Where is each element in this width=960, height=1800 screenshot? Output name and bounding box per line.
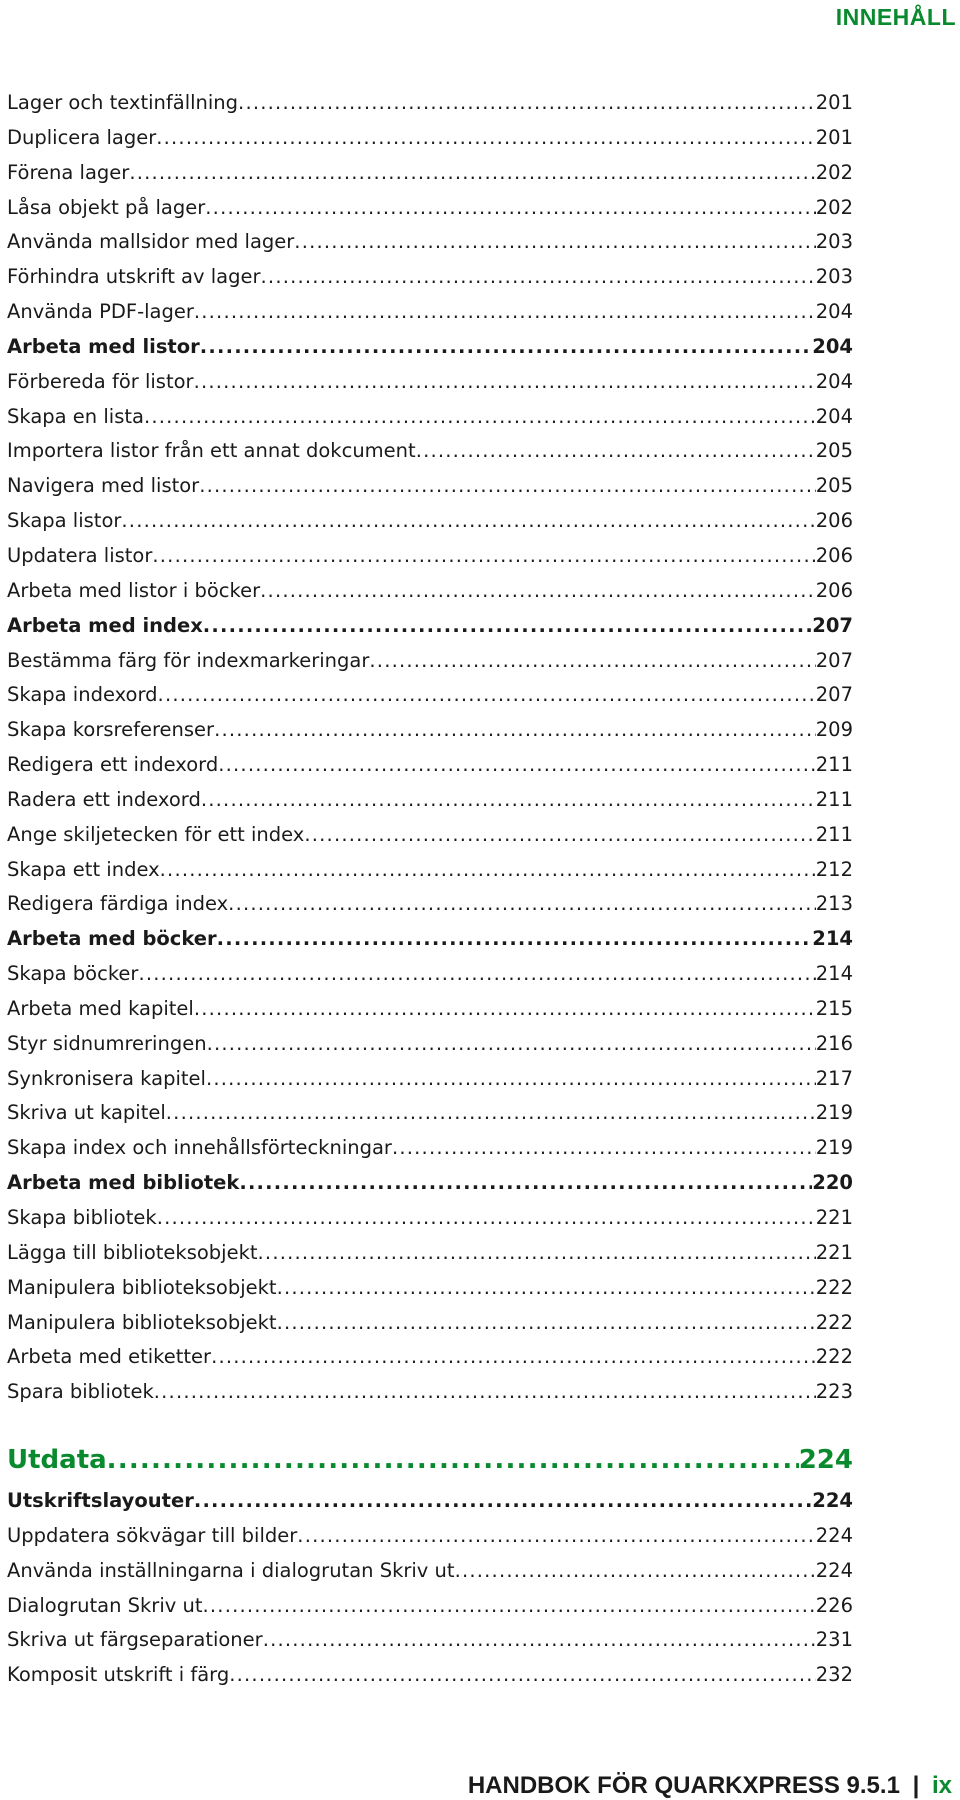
toc-entry-page: 204 [815,404,853,428]
header-title: INNEHÅLL [835,4,956,30]
toc-entry[interactable] [7,574,853,609]
page-footer [468,1772,952,1800]
toc-entry-title: Spara bibliotek [7,1380,154,1404]
toc-entry-page: 202 [815,195,853,219]
toc-entry-page: 204 [815,300,853,324]
toc-entry-page: 224 [815,1523,853,1547]
toc-entry[interactable] [7,1306,853,1341]
toc-leader-dots [129,156,815,191]
toc-entry[interactable] [7,225,853,260]
toc-entry[interactable] [7,957,853,992]
toc-leader-dots [416,434,816,469]
toc-entry-page: 215 [815,996,853,1020]
toc-leader-dots [277,1271,816,1306]
toc-entry-page: 201 [815,91,853,114]
toc-entry-page: 214 [815,962,853,986]
toc-leader-dots [218,748,816,783]
toc-leader-dots [294,225,815,260]
table-of-contents [7,86,853,1693]
toc-entry-page: 207 [815,648,853,672]
toc-entry-page: 217 [815,1066,853,1090]
toc-leader-dots [205,191,815,226]
toc-leader-dots [260,574,816,609]
toc-entry-page: 221 [815,1206,853,1229]
toc-entry-page: 224 [798,1445,853,1476]
toc-entry[interactable] [7,1658,853,1693]
toc-entry-page: 205 [815,474,853,498]
toc-entry-title: Redigera färdiga index [7,892,229,916]
toc-entry[interactable] [7,1519,853,1554]
toc-entry[interactable] [7,295,853,330]
toc-entry-title: Utdata [7,1445,107,1476]
toc-entry-page: 207 [812,613,853,637]
toc-entry-title: Updatera listor [7,543,153,567]
toc-leader-dots [392,1131,816,1166]
toc-entry[interactable] [7,1271,853,1306]
toc-entry-page: 222 [815,1275,853,1299]
toc-entry[interactable] [7,1340,853,1375]
toc-entry[interactable] [7,156,853,191]
toc-leader-dots [217,922,813,957]
toc-section-entry[interactable] [7,1166,853,1201]
toc-entry-page: 204 [815,369,853,393]
toc-leader-dots [194,1484,812,1519]
toc-entry-title: Arbeta med kapitel [7,996,194,1020]
toc-entry-title: Skapa index och innehållsförteckningar [7,1136,392,1160]
toc-entry-page: 209 [815,718,853,742]
toc-entry-page: 231 [815,1628,853,1652]
toc-entry[interactable] [7,1375,853,1410]
toc-entry-title: Duplicera lager [7,125,157,149]
toc-entry[interactable] [7,1131,853,1166]
toc-entry-page: 222 [815,1345,853,1369]
toc-entry[interactable] [7,644,853,679]
toc-entry-title: Skapa böcker [7,962,139,986]
toc-entry[interactable] [7,818,853,853]
toc-leader-dots [369,644,815,679]
toc-entry-page: 232 [815,1663,853,1687]
toc-entry-page: 202 [815,160,853,184]
toc-entry-title: Importera listor från ett annat dokcument [7,439,416,463]
toc-entry-page: 203 [815,265,853,289]
toc-entry-page: 222 [815,1310,853,1334]
toc-entry-title: Synkronisera kapitel [7,1066,206,1090]
toc-entry-page: 224 [812,1489,853,1513]
toc-leader-dots [455,1554,816,1589]
toc-entry-title: Skapa listor [7,509,122,533]
toc-entry-title: Skriva ut färgseparationer [7,1628,263,1652]
toc-entry-page: 203 [815,230,853,254]
toc-leader-dots [157,1201,816,1236]
toc-entry-title: Skapa korsreferenser [7,718,215,742]
toc-entry-title: Manipulera biblioteksobjekt [7,1310,277,1334]
toc-entry-page: 207 [815,683,853,707]
toc-entry-page: 205 [815,439,853,463]
toc-entry-page: 211 [815,753,853,777]
toc-leader-dots [152,539,815,574]
toc-entry[interactable] [7,434,853,469]
footer-separator: | [912,1772,920,1799]
toc-leader-dots [207,1027,816,1062]
toc-entry-page: 219 [815,1101,853,1125]
toc-entry-title: Dialogrutan Skriv ut [7,1593,203,1617]
toc-leader-dots [160,853,816,888]
toc-leader-dots [239,1166,812,1201]
toc-entry-page: 226 [815,1593,853,1617]
toc-entry-page: 204 [812,334,853,358]
toc-entry[interactable] [7,86,853,121]
toc-entry-page: 211 [815,787,853,811]
toc-leader-dots [211,1340,816,1375]
toc-leader-dots [261,260,816,295]
toc-entry-page: 213 [815,892,853,916]
toc-chapter-entry[interactable] [7,1436,853,1484]
toc-entry-page: 214 [812,927,853,951]
toc-section-entry[interactable] [7,609,853,644]
toc-entry-title: Arbeta med listor [7,334,200,358]
toc-entry[interactable] [7,713,853,748]
toc-leader-dots [154,1375,816,1410]
toc-entry[interactable] [7,1623,853,1658]
toc-entry-title: Uppdatera sökvägar till bilder [7,1523,298,1547]
toc-leader-dots [200,330,813,365]
toc-entry-title: Skapa indexord [7,683,158,707]
toc-entry-title: Styr sidnumreringen [7,1031,207,1055]
toc-leader-dots [277,1306,816,1341]
toc-entry[interactable] [7,853,853,888]
toc-leader-dots [229,1658,816,1693]
footer-book-title: HANDBOK FÖR QUARKXPRESS 9.5.1 [467,1772,900,1799]
toc-entry-page: 224 [815,1558,853,1582]
toc-section-entry[interactable] [7,330,853,365]
toc-leader-dots [203,1589,816,1624]
toc-entry-title: Arbeta med etiketter [7,1345,212,1369]
toc-entry[interactable] [7,992,853,1027]
toc-entry-page: 219 [815,1136,853,1160]
toc-section-entry[interactable] [7,922,853,957]
toc-entry-title: Låsa objekt på lager [7,195,206,219]
toc-section-entry[interactable] [7,1484,853,1519]
toc-entry-page: 206 [815,509,853,533]
toc-leader-dots [228,887,816,922]
toc-entry-title: Använda inställningarna i dialogrutan Skriv ut [7,1558,455,1582]
toc-entry-page: 206 [815,543,853,567]
toc-entry-title: Lager och textinfällning [7,91,239,114]
toc-entry-page: 223 [815,1380,853,1404]
toc-entry-title: Arbeta med listor i böcker [7,578,261,602]
toc-leader-dots [214,713,816,748]
toc-entry[interactable] [7,1201,853,1236]
toc-entry[interactable] [7,539,853,574]
toc-leader-dots [166,1096,816,1131]
toc-entry-page: 220 [812,1171,853,1195]
toc-entry[interactable] [7,365,853,400]
toc-entry-title: Redigera ett indexord [7,753,219,777]
toc-entry[interactable] [7,783,853,818]
toc-entry-page: 201 [815,125,853,149]
toc-entry-title: Förena lager [7,160,130,184]
toc-entry-page: 211 [815,822,853,846]
toc-entry-title: Komposit utskrift i färg [7,1663,230,1687]
toc-leader-dots [206,1062,816,1097]
toc-leader-dots [156,121,816,156]
toc-entry-title: Manipulera biblioteksobjekt [7,1275,277,1299]
toc-leader-dots [238,86,816,121]
toc-entry-title: Använda PDF-lager [7,300,194,324]
toc-entry[interactable] [7,121,853,156]
toc-entry-title: Lägga till biblioteksobjekt [7,1240,258,1264]
toc-entry-title: Förhindra utskrift av lager [7,265,261,289]
toc-leader-dots [121,504,815,539]
toc-leader-dots [263,1623,816,1658]
toc-entry[interactable] [7,504,853,539]
toc-entry-title: Utskriftslayouter [7,1489,194,1513]
toc-entry[interactable] [7,748,853,783]
toc-entry-page: 212 [815,857,853,881]
toc-leader-dots [144,400,816,435]
toc-entry-page: 206 [815,578,853,602]
toc-entry[interactable] [7,1096,853,1131]
toc-entry[interactable] [7,260,853,295]
toc-leader-dots [194,295,816,330]
toc-leader-dots [194,365,816,400]
toc-leader-dots [297,1519,815,1554]
toc-entry-page: 221 [815,1240,853,1264]
toc-leader-dots [258,1236,816,1271]
toc-leader-dots [201,783,816,818]
toc-entry-page: 216 [815,1031,853,1055]
toc-entry-title: Navigera med listor [7,474,200,498]
toc-leader-dots [203,609,813,644]
toc-entry-title: Bestämma färg för indexmarkeringar [7,648,370,672]
toc-leader-dots [158,678,816,713]
toc-entry[interactable] [7,1554,853,1589]
toc-entry[interactable] [7,678,853,713]
toc-leader-dots [304,818,815,853]
toc-leader-dots [199,469,816,504]
footer-page-number: ix [931,1772,952,1799]
toc-entry-title: Skriva ut kapitel [7,1101,166,1125]
toc-entry[interactable] [7,1589,853,1624]
toc-entry[interactable] [7,400,853,435]
toc-entry-title: Arbeta med böcker [7,927,217,951]
toc-leader-dots [194,992,816,1027]
toc-entry-title: Skapa en lista [7,404,144,428]
toc-entry[interactable] [7,887,853,922]
toc-entry[interactable] [7,1062,853,1097]
toc-entry-title: Skapa ett index [7,857,160,881]
toc-entry-title: Skapa bibliotek [7,1206,157,1229]
toc-leader-dots [138,957,815,992]
toc-entry-title: Arbeta med index [7,613,203,637]
toc-entry[interactable] [7,191,853,226]
toc-entry[interactable] [7,469,853,504]
toc-entry-title: Använda mallsidor med lager [7,230,295,254]
toc-leader-dots [107,1436,799,1484]
toc-entry-title: Förbereda för listor [7,369,194,393]
toc-entry-title: Radera ett indexord [7,787,201,811]
toc-entry-title: Ange skiljetecken för ett index [7,822,305,846]
toc-entry-title: Arbeta med bibliotek [7,1171,240,1195]
toc-entry[interactable] [7,1236,853,1271]
page-header [836,4,956,31]
toc-entry[interactable] [7,1027,853,1062]
